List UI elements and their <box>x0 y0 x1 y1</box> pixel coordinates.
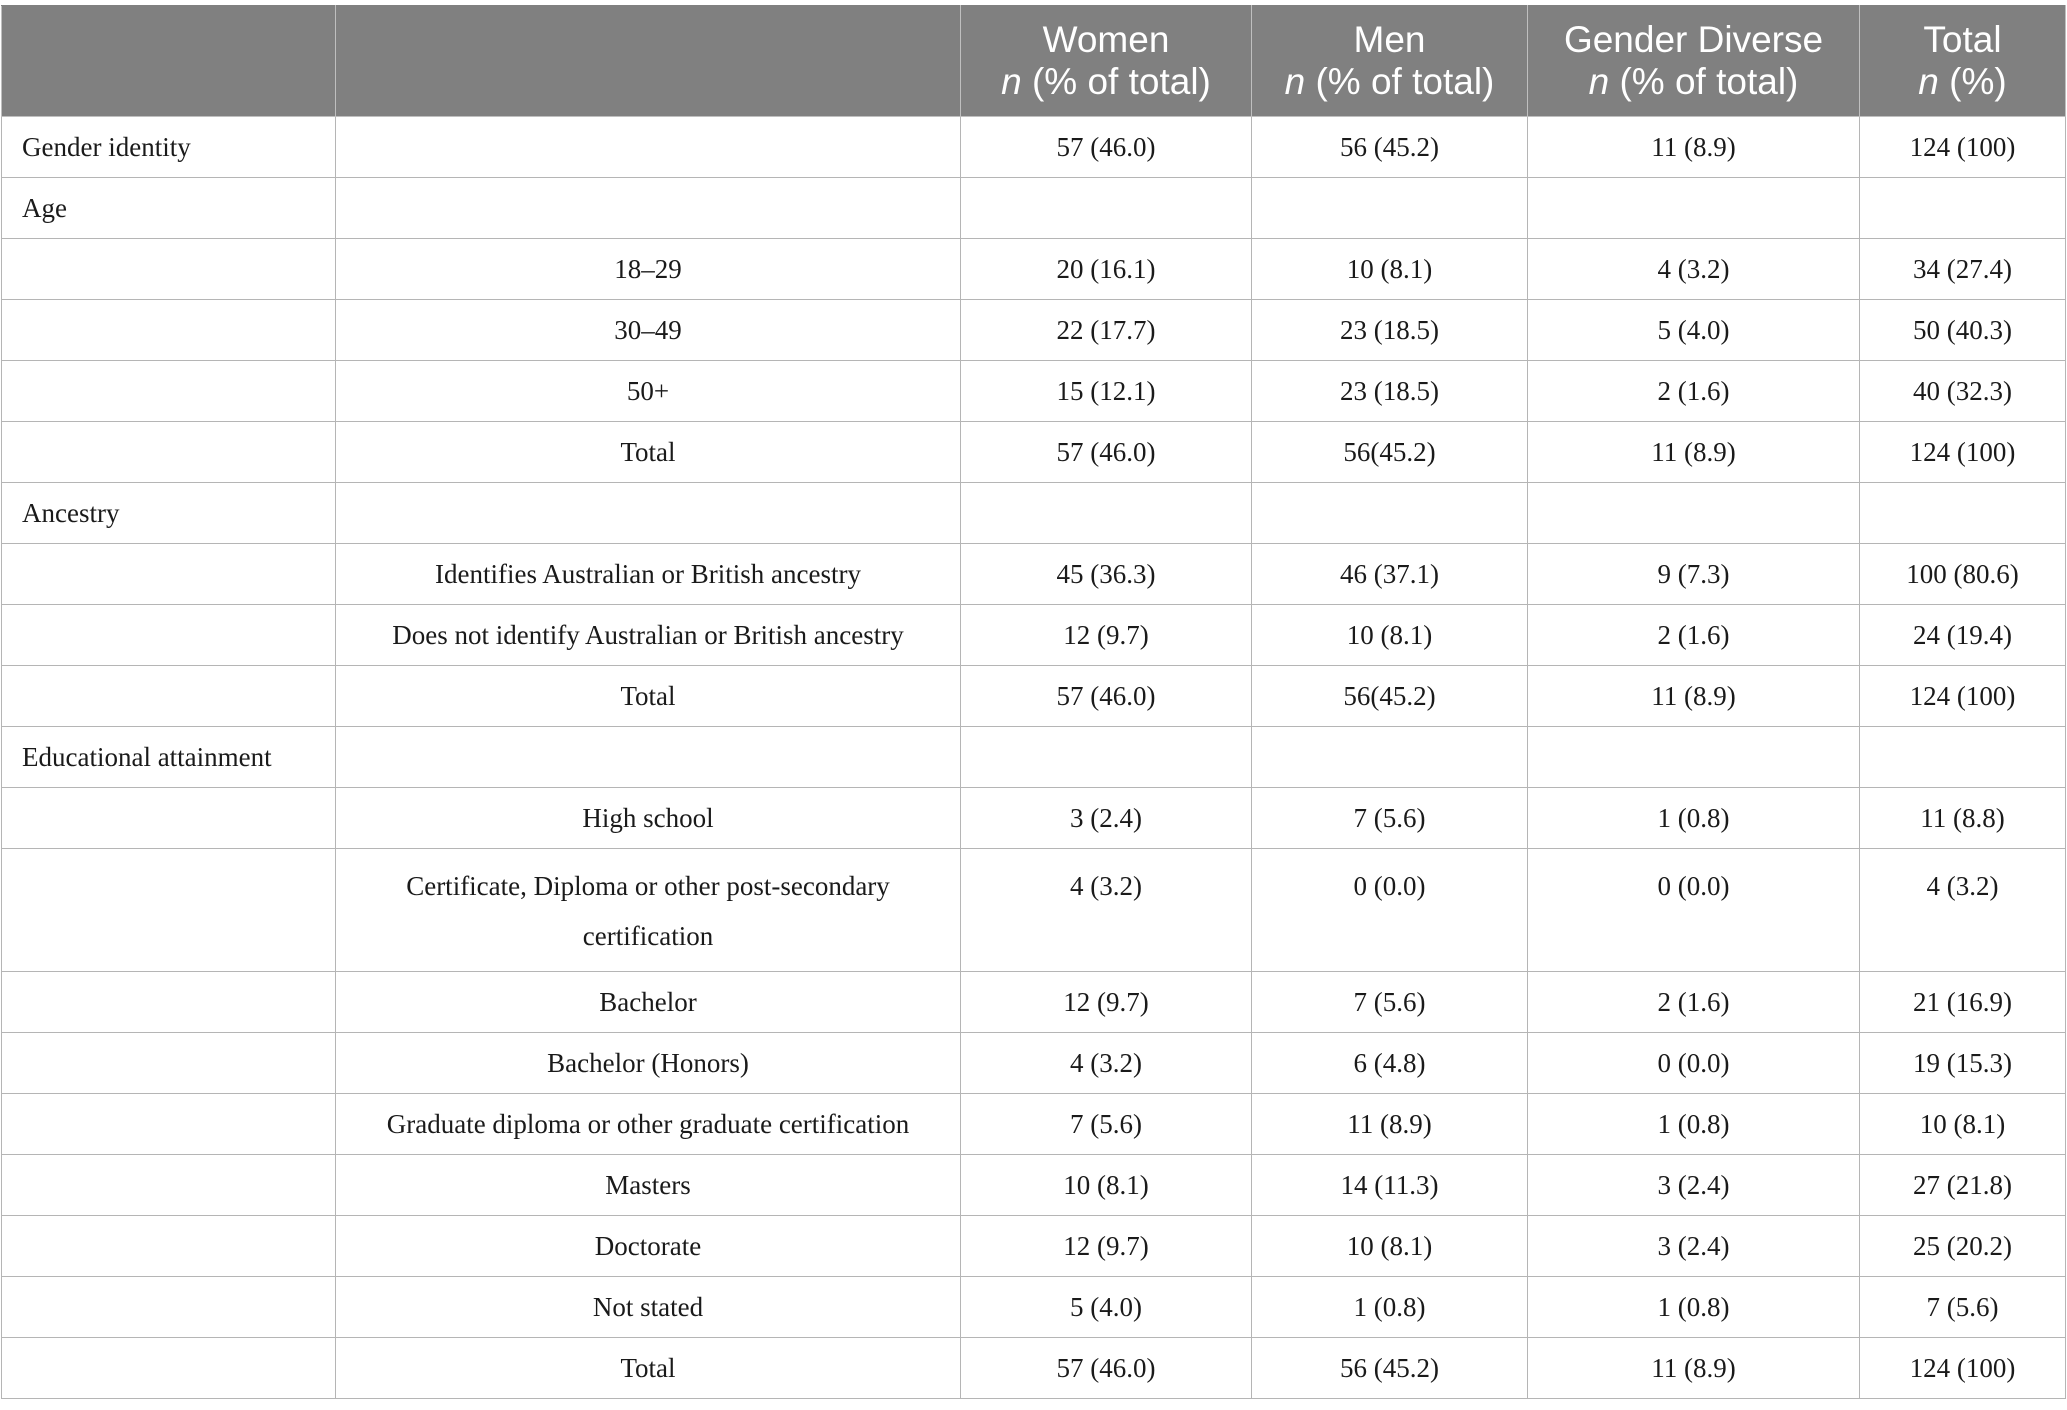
header-women-unit: (% of total) <box>1021 61 1211 102</box>
cell-women: 57 (46.0) <box>961 117 1252 178</box>
row-category <box>2 300 336 361</box>
row-category <box>2 972 336 1033</box>
table-row <box>2 1033 2066 1094</box>
cell-total: 11 (8.8) <box>1860 788 2066 849</box>
cell-women: 12 (9.7) <box>961 1216 1252 1277</box>
header-men-title: Men <box>1353 19 1426 60</box>
cell-diverse: 5 (4.0) <box>1528 300 1860 361</box>
cell-women: 4 (3.2) <box>961 849 1252 972</box>
row-subcategory: Total <box>336 422 961 483</box>
table-row <box>2 1155 2066 1216</box>
row-subcategory: Total <box>336 666 961 727</box>
row-subcategory <box>336 483 961 544</box>
row-subcategory: Bachelor (Honors) <box>336 1033 961 1094</box>
cell-women: 7 (5.6) <box>961 1094 1252 1155</box>
table-row <box>2 1277 2066 1338</box>
cell-men: 1 (0.8) <box>1252 1277 1528 1338</box>
cell-total <box>1860 483 2066 544</box>
cell-women: 12 (9.7) <box>961 972 1252 1033</box>
table-row <box>2 178 2066 239</box>
cell-men: 56(45.2) <box>1252 422 1528 483</box>
header-total-title: Total <box>1923 19 2002 60</box>
cell-total: 50 (40.3) <box>1860 300 2066 361</box>
cell-men: 7 (5.6) <box>1252 972 1528 1033</box>
header-category <box>2 6 336 117</box>
cell-women <box>961 727 1252 788</box>
cell-total <box>1860 727 2066 788</box>
row-category: Gender identity <box>2 117 336 178</box>
row-category <box>2 1033 336 1094</box>
cell-men <box>1252 178 1528 239</box>
row-subcategory: High school <box>336 788 961 849</box>
cell-diverse: 11 (8.9) <box>1528 422 1860 483</box>
cell-diverse: 11 (8.9) <box>1528 117 1860 178</box>
table-body <box>2 117 2066 1399</box>
cell-men: 0 (0.0) <box>1252 849 1528 972</box>
row-category <box>2 1155 336 1216</box>
table-row <box>2 239 2066 300</box>
row-category <box>2 666 336 727</box>
cell-women: 3 (2.4) <box>961 788 1252 849</box>
cell-women: 45 (36.3) <box>961 544 1252 605</box>
header-subcategory <box>336 6 961 117</box>
row-subcategory: Total <box>336 1338 961 1399</box>
cell-women: 5 (4.0) <box>961 1277 1252 1338</box>
row-subcategory: Doctorate <box>336 1216 961 1277</box>
cell-men: 23 (18.5) <box>1252 300 1528 361</box>
row-category <box>2 1277 336 1338</box>
table-row <box>2 1094 2066 1155</box>
cell-men: 46 (37.1) <box>1252 544 1528 605</box>
cell-total: 124 (100) <box>1860 422 2066 483</box>
cell-total: 7 (5.6) <box>1860 1277 2066 1338</box>
header-men-n: n <box>1284 61 1306 102</box>
table-row <box>2 1338 2066 1399</box>
cell-total <box>1860 178 2066 239</box>
cell-women: 22 (17.7) <box>961 300 1252 361</box>
cell-men: 7 (5.6) <box>1252 788 1528 849</box>
table-row <box>2 361 2066 422</box>
demographics-table <box>1 5 2066 1399</box>
cell-diverse: 0 (0.0) <box>1528 1033 1860 1094</box>
table-row <box>2 117 2066 178</box>
table-row <box>2 666 2066 727</box>
cell-men <box>1252 727 1528 788</box>
row-subcategory: 50+ <box>336 361 961 422</box>
cell-women: 57 (46.0) <box>961 666 1252 727</box>
cell-total: 124 (100) <box>1860 666 2066 727</box>
cell-women: 15 (12.1) <box>961 361 1252 422</box>
header-men <box>1252 6 1528 117</box>
table-row <box>2 300 2066 361</box>
cell-diverse: 1 (0.8) <box>1528 788 1860 849</box>
cell-total: 10 (8.1) <box>1860 1094 2066 1155</box>
row-subcategory: 30–49 <box>336 300 961 361</box>
row-subcategory: Not stated <box>336 1277 961 1338</box>
cell-diverse: 3 (2.4) <box>1528 1155 1860 1216</box>
table-header-row <box>2 6 2066 117</box>
cell-men: 10 (8.1) <box>1252 1216 1528 1277</box>
table-row <box>2 972 2066 1033</box>
cell-total: 40 (32.3) <box>1860 361 2066 422</box>
cell-diverse: 2 (1.6) <box>1528 605 1860 666</box>
table-row <box>2 483 2066 544</box>
row-subcategory: Bachelor <box>336 972 961 1033</box>
row-category <box>2 544 336 605</box>
row-subcategory <box>336 117 961 178</box>
row-category <box>2 1216 336 1277</box>
cell-diverse: 11 (8.9) <box>1528 666 1860 727</box>
header-women-n: n <box>1001 61 1022 102</box>
table-row <box>2 605 2066 666</box>
row-category <box>2 788 336 849</box>
cell-diverse: 2 (1.6) <box>1528 972 1860 1033</box>
row-subcategory: Identifies Australian or British ancestry <box>336 544 961 605</box>
header-gender-diverse <box>1528 6 1860 117</box>
cell-diverse: 11 (8.9) <box>1528 1338 1860 1399</box>
cell-diverse: 0 (0.0) <box>1528 849 1860 972</box>
cell-total: 25 (20.2) <box>1860 1216 2066 1277</box>
row-category <box>2 361 336 422</box>
cell-women: 4 (3.2) <box>961 1033 1252 1094</box>
cell-men: 14 (11.3) <box>1252 1155 1528 1216</box>
header-total-n: n <box>1918 61 1939 102</box>
cell-men: 56 (45.2) <box>1252 1338 1528 1399</box>
cell-men <box>1252 483 1528 544</box>
table-row <box>2 544 2066 605</box>
header-total-unit: (%) <box>1938 61 2007 102</box>
cell-total: 21 (16.9) <box>1860 972 2066 1033</box>
row-category: Educational attainment <box>2 727 336 788</box>
cell-women: 57 (46.0) <box>961 1338 1252 1399</box>
table-row <box>2 849 2066 972</box>
row-subcategory: 18–29 <box>336 239 961 300</box>
cell-women: 12 (9.7) <box>961 605 1252 666</box>
cell-men: 56(45.2) <box>1252 666 1528 727</box>
table-row <box>2 1216 2066 1277</box>
cell-women: 20 (16.1) <box>961 239 1252 300</box>
table-row <box>2 727 2066 788</box>
row-subcategory: Certificate, Diploma or other post-secondary certification <box>336 849 961 972</box>
cell-diverse <box>1528 178 1860 239</box>
cell-women: 10 (8.1) <box>961 1155 1252 1216</box>
cell-diverse: 1 (0.8) <box>1528 1094 1860 1155</box>
cell-men: 6 (4.8) <box>1252 1033 1528 1094</box>
cell-women: 57 (46.0) <box>961 422 1252 483</box>
cell-diverse: 4 (3.2) <box>1528 239 1860 300</box>
row-category <box>2 422 336 483</box>
row-category <box>2 1338 336 1399</box>
cell-men: 11 (8.9) <box>1252 1094 1528 1155</box>
header-diverse-title: Gender Diverse <box>1563 19 1824 60</box>
cell-diverse: 2 (1.6) <box>1528 361 1860 422</box>
table-row <box>2 422 2066 483</box>
cell-men: 10 (8.1) <box>1252 605 1528 666</box>
cell-diverse: 3 (2.4) <box>1528 1216 1860 1277</box>
header-men-unit: (% of total) <box>1305 61 1495 102</box>
cell-total: 19 (15.3) <box>1860 1033 2066 1094</box>
header-women <box>961 6 1252 117</box>
row-subcategory: Does not identify Australian or British ancestry <box>336 605 961 666</box>
row-category <box>2 849 336 972</box>
row-category <box>2 605 336 666</box>
header-total <box>1860 6 2066 117</box>
cell-total: 124 (100) <box>1860 117 2066 178</box>
row-subcategory: Graduate diploma or other graduate certification <box>336 1094 961 1155</box>
cell-total: 4 (3.2) <box>1860 849 2066 972</box>
row-category: Ancestry <box>2 483 336 544</box>
cell-total: 100 (80.6) <box>1860 544 2066 605</box>
cell-men: 56 (45.2) <box>1252 117 1528 178</box>
cell-diverse: 1 (0.8) <box>1528 1277 1860 1338</box>
row-subcategory <box>336 178 961 239</box>
cell-diverse <box>1528 727 1860 788</box>
cell-diverse: 9 (7.3) <box>1528 544 1860 605</box>
header-diverse-n: n <box>1588 61 1610 102</box>
cell-women <box>961 483 1252 544</box>
cell-total: 27 (21.8) <box>1860 1155 2066 1216</box>
table-row <box>2 788 2066 849</box>
row-category <box>2 239 336 300</box>
row-category <box>2 1094 336 1155</box>
cell-total: 24 (19.4) <box>1860 605 2066 666</box>
cell-men: 23 (18.5) <box>1252 361 1528 422</box>
row-category: Age <box>2 178 336 239</box>
cell-total: 34 (27.4) <box>1860 239 2066 300</box>
header-diverse-unit: (% of total) <box>1609 61 1799 102</box>
cell-women <box>961 178 1252 239</box>
row-subcategory <box>336 727 961 788</box>
cell-total: 124 (100) <box>1860 1338 2066 1399</box>
cell-men: 10 (8.1) <box>1252 239 1528 300</box>
row-subcategory: Masters <box>336 1155 961 1216</box>
header-women-title: Women <box>1042 19 1170 60</box>
cell-diverse <box>1528 483 1860 544</box>
